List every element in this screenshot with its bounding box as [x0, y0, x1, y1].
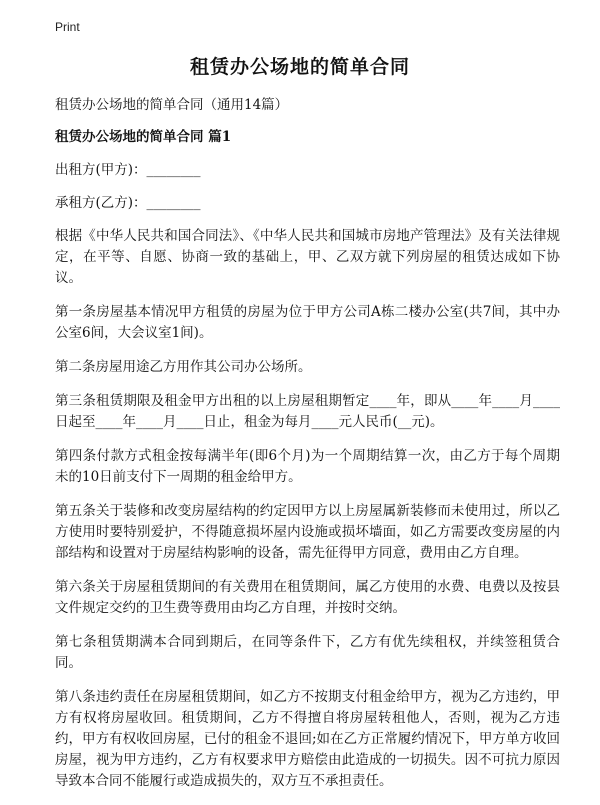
- paragraph-article-7: 第七条租赁期满本合同到期后，在同等条件下，乙方有优先续租权，并续签租赁合同。: [55, 634, 560, 671]
- section-heading: 租赁办公场地的简单合同 篇1: [55, 129, 232, 145]
- print-link[interactable]: Print: [55, 20, 80, 34]
- paragraph-article-6: 第六条关于房屋租赁期间的有关费用在租赁期间，属乙方使用的水费、电费以及按县文件规定交约的卫生费等费用由均乙方自理，并按时交纳。: [55, 579, 560, 616]
- lessor-line: 出租方(甲方)：________: [55, 162, 201, 178]
- paragraph-article-3: 第三条租赁期限及租金甲方出租的以上房屋租期暂定____年，即从____年____月____日起至____年____月____日止，租金为每月____元人民币(__元)。: [55, 393, 560, 430]
- paragraph-preamble: 根据《中华人民共和国合同法》、《中华人民共和国城市房地产管理法》及有关法律规定，在平等、自愿、协商一致的基础上，甲、乙双方就下列房屋的租赁达成如下协议。: [55, 228, 560, 286]
- paragraph-article-2: 第二条房屋用途乙方用作其公司办公场所。: [55, 359, 312, 375]
- document-body: [55, 96, 560, 805]
- document-title: 租赁办公场地的简单合同: [189, 56, 410, 78]
- paragraph-article-8: 第八条违约责任在房屋租赁期间，如乙方不按期支付租金给甲方，视为乙方违约，甲方有权将房屋收回。租赁期间，乙方不得擅自将房屋转租他人，否则，视为乙方违约，甲方有权收回房屋，已付的租金不退回;如在乙方正常履约情况下，甲方单方收回房屋，视为甲方违约，乙方有权要求甲方赔偿由此造成的一切损失。因不可抗力原因导致本合同不能履行或造成损失的，双方互不承担责任。: [55, 689, 560, 789]
- document-subtitle: 租赁办公场地的简单合同（通用14篇）: [55, 97, 289, 113]
- paragraph-article-4: 第四条付款方式租金按每满半年(即6个月)为一个周期结算一次，由乙方于每个周期未的10日前支付下一周期的租金给甲方。: [55, 448, 560, 485]
- paragraph-article-5: 第五条关于装修和改变房屋结构的约定因甲方以上房屋属新装修而未使用过，所以乙方使用时要特别爱护，不得随意损坏屋内设施或损坏墙面，如乙方需要改变房屋的内部结构和设置对于房屋结构影响的设备，需先征得甲方同意，费用由乙方自理。: [55, 503, 560, 561]
- lessee-line: 承租方(乙方)：________: [55, 195, 201, 211]
- paragraph-article-1: 第一条房屋基本情况甲方租赁的房屋为位于甲方公司A栋二楼办公室(共7间，其中办公室6间，大会议室1间)。: [55, 304, 560, 341]
